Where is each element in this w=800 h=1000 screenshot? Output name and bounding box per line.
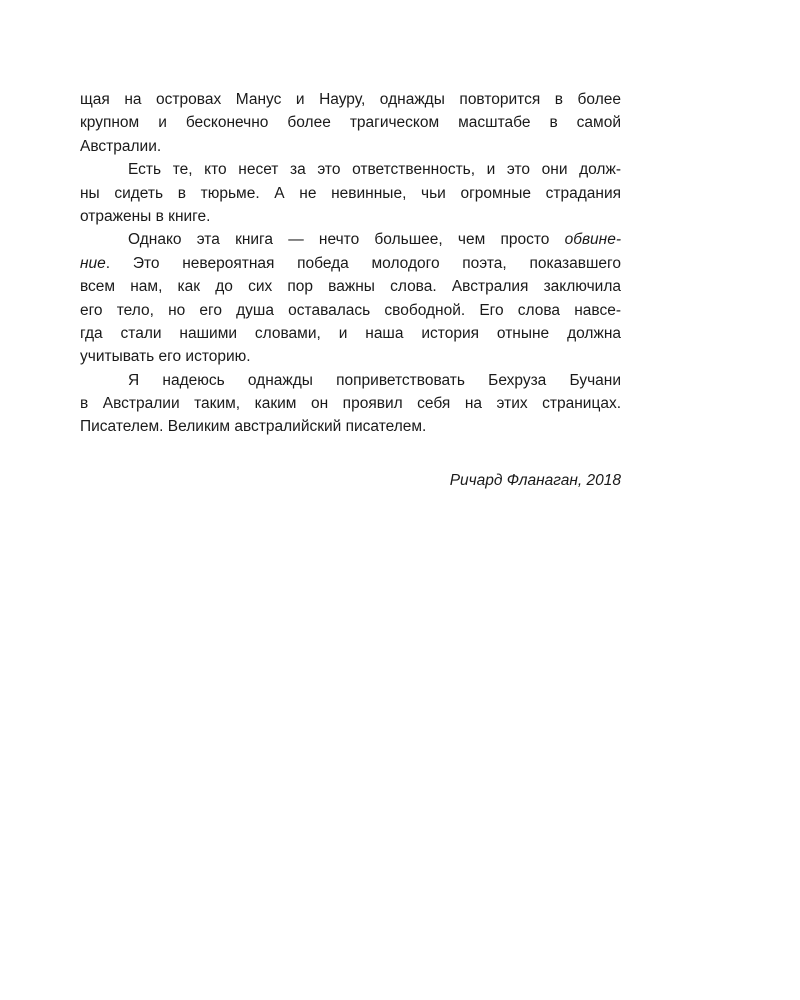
text-line: всем нам, как до сих пор важны слова. Австралия заключила [80,278,621,296]
text-line: Я надеюсь однажды поприветствовать Бехруза Бучани [128,371,621,389]
text-line: Австралии. [80,137,162,155]
text-line: учитывать его историю. [80,348,251,366]
text-line: отражены в книге. [80,207,211,225]
italic-fragment: ние [80,254,106,272]
text-line: щая на островах Манус и Науру, однажды повторится в более [80,91,621,108]
text-line: Писателем. Великим австралийский писателем. [80,418,427,436]
text-line: гда стали нашими словами, и наша история отныне должна [80,324,621,342]
text-line: его тело, но его душа оставалась свободной. Его слова навсе- [80,301,621,319]
italic-fragment: обвине- [564,231,621,249]
text-line: Есть те, кто несет за это ответственность, и это они долж- [128,161,621,179]
text-fragment: . Это невероятная победа молодого поэта, показавшего [105,254,621,272]
text-line: в Австралии таким, каким он проявил себя на этих страницах. [80,395,621,413]
text-line: ны сидеть в тюрьме. А не невинные, чьи огромные страдания [80,184,621,202]
body-text [80,88,621,439]
text-line [80,252,621,275]
text-line: крупном и бесконечно более трагическом масштабе в самой [80,114,621,132]
text-line [80,228,621,251]
author-signature: Ричард Фланаган, 2018 [449,472,621,489]
text-fragment: Однако эта книга — нечто большее, чем просто [128,231,565,249]
